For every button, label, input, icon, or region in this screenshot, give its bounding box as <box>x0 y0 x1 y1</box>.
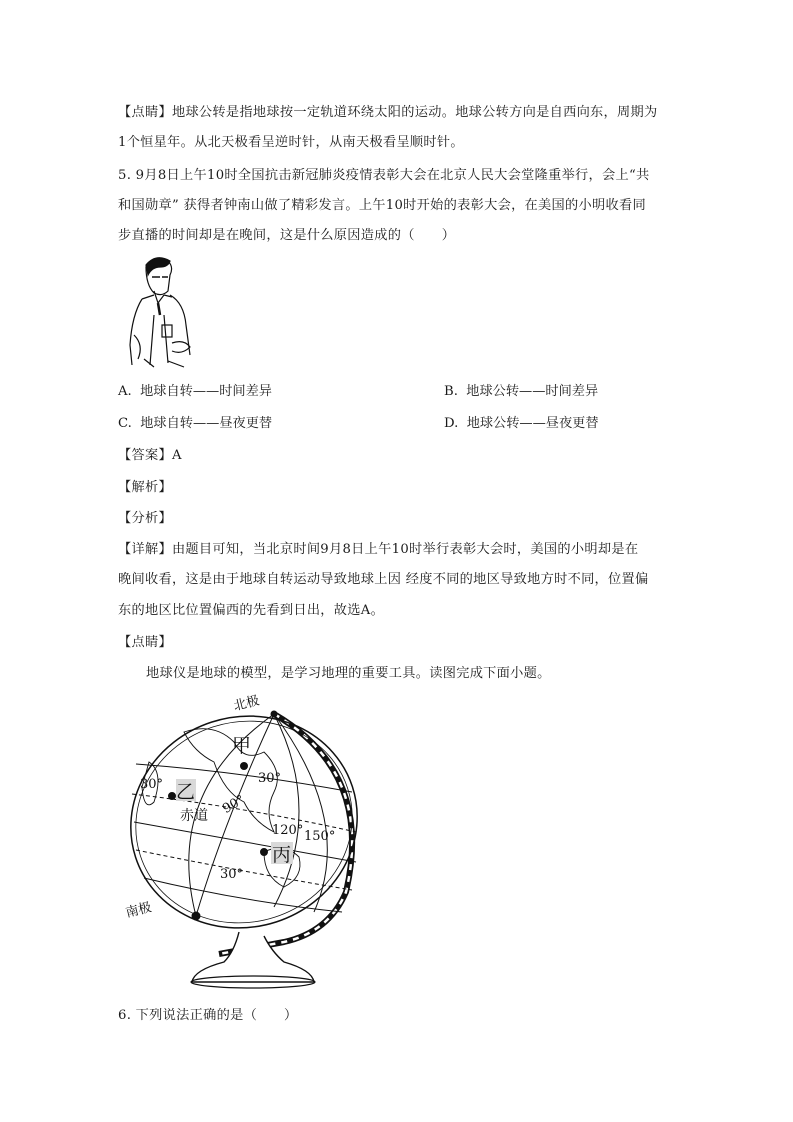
q5-stem-line-1: 5. 9月8日上午10时全国抗击新冠肺炎疫情表彰大会在北京人民大会堂隆重举行，会上“共 <box>118 168 650 183</box>
zhong-nanshan-sketch <box>124 255 204 373</box>
lat-30n-left-label: 30° <box>140 777 164 792</box>
lon-90-label: 90° <box>220 792 248 817</box>
option-a: A. 地球自转——时间差异 <box>118 384 272 399</box>
prev-tip-line-2: 1个恒星年。从北天极看呈逆时针，从南天极看呈顺时针。 <box>118 135 464 150</box>
point-yi-label: 乙 <box>176 781 196 803</box>
equator-label: 赤道 <box>180 808 208 824</box>
detail-line-2: 晚间收看，这是由于地球自转运动导致地球上因 经度不同的地区导致地方时不同，位置偏 <box>118 572 649 587</box>
option-c: C. 地球自转——昼夜更替 <box>118 416 273 431</box>
option-b: B. 地球公转——时间差异 <box>444 384 599 399</box>
lat-30s-label: 30° <box>220 867 244 882</box>
point-jia-label: 甲 <box>232 735 252 757</box>
q5-stem-line-3: 步直播的时间却是在晚间，这是什么原因造成的（ ） <box>118 228 456 243</box>
option-d: D. 地球公转——昼夜更替 <box>444 416 599 431</box>
prev-tip-line-1: 【点睛】地球公转是指地球按一定轨道环绕太阳的运动。地球公转方向是自西向东，周期为 <box>118 105 658 120</box>
lat-30n-right-label: 30° <box>258 771 282 786</box>
answer-label: 【答案】A <box>118 448 182 463</box>
fenxi-label: 【分析】 <box>118 511 172 526</box>
detail-line-3: 东的地区比位置偏西的先看到日出，故选A。 <box>118 603 385 618</box>
south-pole-label: 南极 <box>124 900 154 921</box>
lon-120-label: 120° <box>272 823 304 838</box>
q6-stem: 6. 下列说法正确的是（ ） <box>118 1008 298 1023</box>
globe-figure <box>124 692 374 990</box>
jiexi-label: 【解析】 <box>118 480 172 495</box>
lon-150-label: 150° <box>304 829 336 844</box>
detail-line-1: 【详解】由题目可知，当北京时间9月8日上午10时举行表彰大会时，美国的小明却是在 <box>118 542 639 557</box>
group-intro: 地球仪是地球的模型，是学习地理的重要工具。读图完成下面小题。 <box>146 666 551 681</box>
q5-stem-line-2: 和国勋章” 获得者钟南山做了精彩发言。上午10时开始的表彰大会，在美国的小明收看同 <box>118 198 646 213</box>
north-pole-label: 北极 <box>232 693 261 715</box>
prev-tip-label: 【点睛】 <box>118 105 172 120</box>
point-bing-label: 丙 <box>272 844 292 866</box>
tip-label: 【点睛】 <box>118 635 172 650</box>
